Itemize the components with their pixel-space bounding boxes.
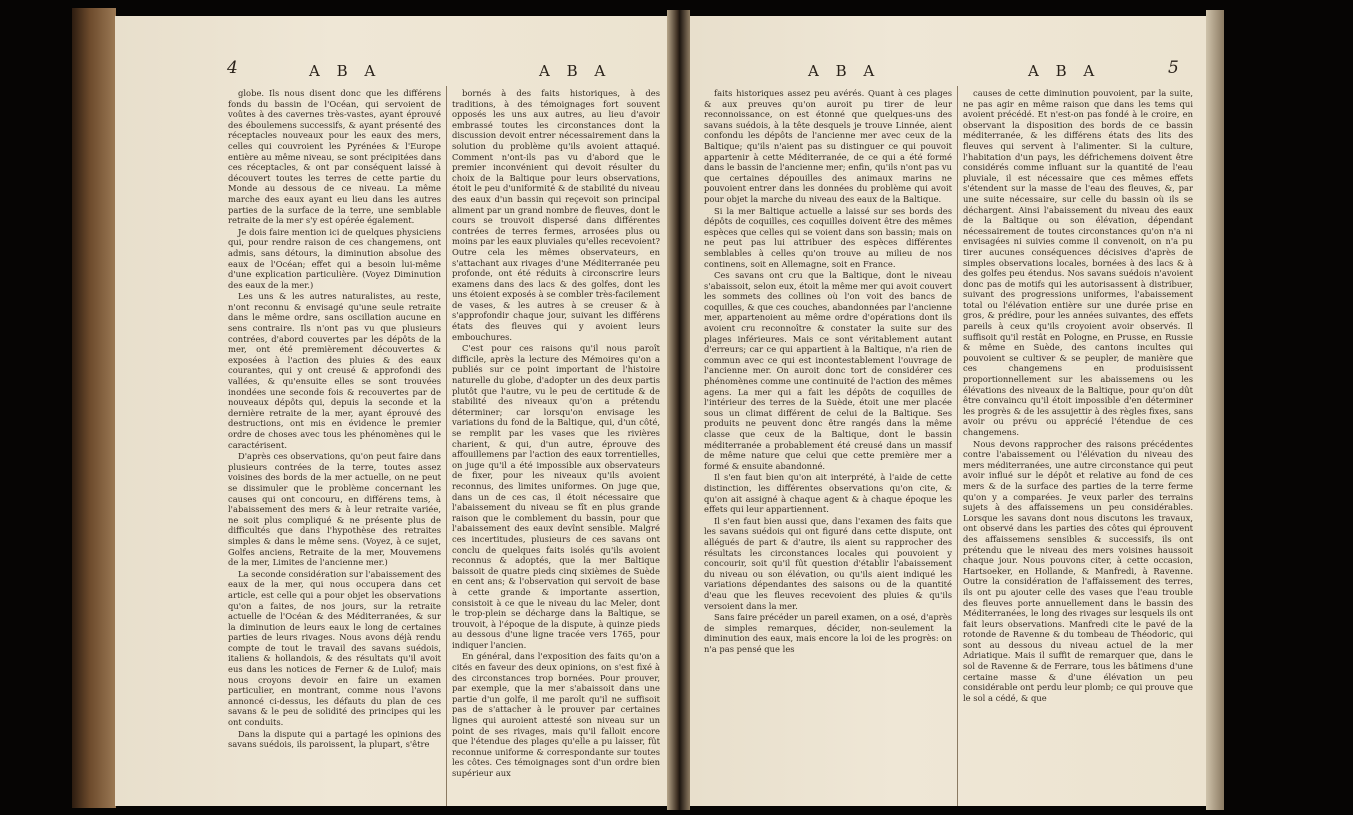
column-rule (957, 86, 958, 806)
book-edge-right (1206, 10, 1224, 810)
paragraph: bornés à des faits historiques, à des traditions, à des témoignages fort souvent opposés les uns aux autres, au lieu d'avoir embrassé toutes les circonstances dont la discussion devoit entrer nécessairement dans la solution du problème qu'ils avoient attaqué. Comment n'ont-ils pas vu d'abord que le premier inconvénient qui devoit résulter du choix de la Baltique pour leurs observations, étoit le peu d'uniformité & de stabilité du niveau des eaux d'un bassin qui reçevoit son principal aliment par un grand nombre de fleuves, dont le cours se trouvoit dispersé dans différentes contrées de terres fermes, arrosées plus ou moins par les eaux pluviales qu'elles recevoient? Outre cela les mêmes observateurs, en s'attachant aux rivages d'une Méditerranée peu profonde, ont été réduits à circonscrire leurs examens dans des lacs & des golfes, dont les uns étoient exposés à se combler très-facilement de vases, & les autres à se creuser & à s'approfondir chaque jour, suivant les différens états des fleuves qui y avoient leurs embouchures. (452, 88, 660, 342)
paragraph: Sans faire précéder un pareil examen, on a osé, d'après de simples remarques, décider, non-seulement la diminution des eaux, mais encore la loi de les progrès: on n'a pas pensé que les (704, 612, 952, 654)
paragraph: Dans la dispute qui a partagé les opinions des savans suédois, ils paroissent, la plupart, s'être (228, 728, 441, 750)
left-page-column-1 (228, 88, 441, 806)
paragraph: C'est pour ces raisons qu'il nous paroît difficile, après la lecture des Mémoires qu'on a publiés sur ce point important de l'histoire naturelle du globe, d'adopter un des deux partis plutôt que l'autre, vu le peu de certitude & de stabilité des niveaux qu'on a prétendu déterminer; car lorsqu'on envisage les variations du fond de la Baltique, qui, d'un côté, se remplit par les vases que les rivières charient, & qui, d'un autre, éprouve des affouillemens par l'action des eaux torrentielles, on juge qu'il a été impossible aux observateurs de fixer, pour les niveaux qu'ils avoient reconnus, des limites uniformes. On juge que, dans un de ces cas, il étoit nécessaire que l'abaissement du niveau se fît en plus grande raison que le comblement du bassin, pour que l'abaissement des eaux devînt sensible. Malgré ces incertitudes, plusieurs de ces savans ont conclu de quelques faits isolés qu'ils avoient reconnus & adoptés, que la mer Baltique baissoit de quatre pieds cinq sixièmes de Suède en cent ans; & l'observation qui servoit de base à cette grande & importante assertion, consistoit à ce que le niveau du lac Meler, dont le trop-plein se décharge dans la Baltique, se trouvoit, à l'époque de la dispute, à quinze pieds au dessous d'une ligne tracée vers 1765, pour indiquer l'ancien. (452, 343, 660, 650)
paragraph: D'après ces observations, qu'on peut faire dans plusieurs contrées de la terre, toutes assez voisines des bords de la mer actuelle, on ne peut se dissimuler que le problème concernant les causes qui ont concouru, en différens tems, à l'abaissement des mers & à leur retraite variée, ne soit plus compliqué & ne présente plus de difficultés que dans l'hypothèse des retraites simples & dans le même sens. (Voyez, à ce sujet, Golfes anciens, Retraite de la mer, Mouvemens de la mer, Limites de l'ancienne mer.) (228, 451, 441, 568)
paragraph: Il s'en faut bien qu'on ait interprété, à l'aide de cette distinction, les différentes observations qu'on cite, & qu'on ait assigné à chaque agent & à chaque époque les effets qui leur appartiennent. (704, 472, 952, 515)
book-edge-left (72, 8, 116, 808)
paragraph: globe. Ils nous disent donc que les différens fonds du bassin de l'Océan, qui servoient de voûtes à des cavernes très-vastes, ayant éprouvé des éboulemens successifs, & ayant présenté des réceptacles nouveaux pour les eaux des mers, celles qui couvroient les Pyrénées & l'Europe entière au même niveau, se sont précipitées dans ces réceptacles, & ont par conséquent laissé à découvert toutes les terres de cette partie du Monde au dessous de ce niveau. La même marche des eaux ayant eu lieu dans les autres parties de la surface de la terre, une semblable retraite de la mer s'y est opérée également. (228, 88, 441, 226)
paragraph: Je dois faire mention ici de quelques physiciens qui, pour rendre raison de ces changemens, ont admis, sans détours, la diminution absolue des eaux de l'Océan; effet qui a besoin lui-même d'une explication particulière. (Voyez Diminution des eaux de la mer.) (228, 226, 441, 290)
paragraph: faits historiques assez peu avérés. Quant à ces plages & aux preuves qu'on auroit pu tirer de leur reconnoissance, on est étonné que quelques-uns des savans suédois, à la tête desquels je trouve Linnée, aient confondu les dépôts de l'ancienne mer avec ceux de la Baltique; qu'ils n'aient pas su distinguer ce qui pouvoit appartenir à cette Méditerranée, de ce qui a été formé dans le bassin de l'ancienne mer; enfin, qu'ils n'ont pas vu que certaines dépouilles des animaux marins ne pouvoient entrer dans les données du problème qui avoit pour objet la marche du niveau des eaux de la Baltique. (704, 88, 952, 204)
paragraph: Nous devons rapprocher des raisons précédentes contre l'abaissement ou l'élévation du niveau des mers méditerranées, une autre circonstance qui peut avoir influé sur le dépôt et relative au fond de ces mers & de la surface des parties de la terre ferme qu'on y a comparées. Je veux parler des terrains sujets à des affaissemens un peu considérables. Lorsque les savans dont nous discutons les travaux, ont observé dans les parties des côtes qui éprouvent des affaissemens sensibles & successifs, ils ont prétendu que le niveau des mers voisines haussoit chaque jour. Nous pouvons citer, à cette occasion, Hartsoeker, en Hollande, & Manfredi, à Ravenne. Outre la considération de l'affaissement des terres, ils ont pu ajouter celle des vases que l'eau trouble des fleuves porte annuellement dans le bassin des Méditerranées, le long des rivages sur lesquels ils ont fait leurs observations. Manfredi cite le pavé de la rotonde de Ravenne & du tombeau de Théodoric, qui sont au dessous du niveau actuel de la mer Adriatique. Mais il suffit de remarquer que, dans le sol de Ravenne & de Ferrare, tous les bâtimens d'une certaine masse & d'une élévation un peu considérable ont perdu leur plomb; ce qui prouve que le sol a cédé, & que (963, 438, 1193, 703)
book-gutter (667, 10, 690, 810)
paragraph: Il s'en faut bien aussi que, dans l'examen des faits que les savans suédois qui ont figuré dans cette dispute, ont allégués de part & d'autre, ils aient su rapprocher des résultats les circonstances locales qui pouvoient y concourir, soit qu'il fût question d'établir l'abaissement du niveau ou son élévation, ou qu'ils aient indiqué les variations dépendantes des saisons ou de la quantité d'eau que les fleuves recevoient des pluies & qu'ils versoient dans la mer. (704, 515, 952, 611)
right-page-column-1 (704, 88, 952, 806)
running-header-right-2: A B A (1028, 62, 1101, 80)
left-page-column-2 (452, 88, 660, 806)
running-header-left-2: A B A (539, 62, 612, 80)
paragraph: La seconde considération sur l'abaissement des eaux de la mer, qui nous occupera dans cet article, est celle qui a pour objet les observations qu'on a faites, de nos jours, sur la retraite actuelle de l'Océan & des Méditerranées, & sur la diminution de leurs eaux le long de certaines parties de leurs rivages. Nous avons déjà rendu compte de tout le travail des savans suédois, italiens & hollandois, & des résultats qu'il avoit eus dans les notices de Ferner & de Lulof; mais nous croyons devoir en faire un examen particulier, en montrant, comme nous l'avons annoncé ci-dessus, les défauts du plan de ces savans & le peu de solidité des principes qui les ont conduits. (228, 568, 441, 728)
page-number-left: 4 (227, 58, 238, 78)
column-rule (446, 86, 447, 806)
left-page (115, 16, 667, 806)
paragraph: Si la mer Baltique actuelle a laissé sur ses bords des dépôts de coquilles, ces coquilles doivent être des mêmes espèces que celles qui se voient dans son bassin; mais on ne peut pas lui attribuer des espèces différentes semblables à celles qu'on trouve au milieu de nos continens, soit en Allemagne, soit en France. (704, 205, 952, 269)
running-header-left: A B A (309, 62, 382, 80)
right-page-column-2 (963, 88, 1193, 806)
paragraph: Les uns & les autres naturalistes, au reste, n'ont reconnu & envisagé qu'une seule retraite dans le même ordre, sans oscillation aucune en sens contraire. Ils n'ont pas vu que plusieurs contrées, d'abord couvertes par les dépôts de la mer, ont été premièrement découvertes & exposées à l'action des pluies & des eaux courantes, qui y ont creusé & approfondi des vallées, & qu'ensuite elles se sont trouvées inondées une seconde fois & recouvertes par de nouveaux dépôts qui, depuis la seconde et la dernière retraite de la mer, ayant éprouvé des destructions, ont mis en évidence le premier ordre de choses avec tous les phénomènes qui le caractérisent. (228, 291, 441, 450)
paragraph: Ces savans ont cru que la Baltique, dont le niveau s'abaissoit, selon eux, étoit la même mer qui avoit couvert les sommets des collines où l'on voit des bancs de coquilles, & que ces couches, abandonnées par l'ancienne mer, appartenoient au même ordre d'opérations dont ils avoient cru reconnoître & constater la suite sur des plages inférieures. Mais ce sont véritablement autant d'erreurs; car ce qui appartient à la Baltique, n'a rien de commun avec ce qui est incontestablement l'ouvrage de l'ancienne mer. On auroit donc tort de considérer ces phénomènes comme une continuité de l'action des mêmes agens. La mer qui a fait les dépôts de coquilles de l'intérieur des terres de la Suède, étoit une mer placée sous un climat différent de celui de la Baltique. Ses produits ne peuvent donc être rangés dans la même classe que ceux de la Baltique, dont le bassin méditerranée a probablement été creusé dans un massif de même nature que celui que cette première mer a formé & ensuite abandonné. (704, 270, 952, 471)
running-header-right: A B A (808, 62, 881, 80)
paragraph: causes de cette diminution pouvoient, par la suite, ne pas agir en même raison que dans les tems qui avoient précédé. Et n'est-on pas fondé à le croire, en observant la disposition des bords de ce bassin méditerranée, & les différens états des lits des fleuves qui servent à l'alimenter. Si la culture, l'habitation d'un pays, les défrichemens doivent être considérés comme influant sur la quantité de l'eau pluviale, il est nécessaire que ces mêmes effets s'étendent sur la masse de l'eau des fleuves, &, par une suite nécessaire, sur celle du bassin où ils se déchargent. Ainsi l'abaissement du niveau des eaux de la Baltique ou son élévation, dépendant nécessairement de toutes circonstances qu'on n'a ni envisagées ni suivies comme il convenoit, on n'a pu tirer aucunes conséquences décisives d'après de simples observations locales, bornées à des lacs & à des golfes peu étendus. Nos savans suédois n'avoient donc pas de motifs qui les autorisassent à distribuer, suivant des progressions uniformes, l'abaissement total ou l'élévation entière sur une durée prise en gros, & prédire, pour les années suivantes, des effets pareils à ceux qu'ils croyoient avoir observés. Il suffisoit qu'il restât en Pologne, en Prusse, en Russie & même en Suède, des cantons incultes qui pouvoient se cultiver & se peupler, de manière que ces changemens en produisissent proportionnellement sur les abaissemens ou les élévations des niveaux de la Baltique, pour qu'on dût être convaincu qu'il étoit impossible d'en déterminer les progrès & de les assujettir à des règles fixes, sans avoir ou prévu ou apprécié l'étendue de ces changemens. (963, 88, 1193, 437)
right-page (690, 16, 1206, 806)
paragraph: En général, dans l'exposition des faits qu'on a cités en faveur des deux opinions, on s'est fixé à des circonstances trop bornées. Pour prouver, par exemple, que la mer s'abaissoit dans une partie d'un golfe, il me paroît qu'il ne suffisoit pas de s'attacher à le prouver par certaines lignes qui auroient attesté son niveau sur un point de ses rivages, mais qu'il falloit encore que l'étendue des plages qu'elle a pu laisser, fût reconnue uniforme & correspondante sur toutes les côtes. Ces témoignages sont d'un ordre bien supérieur aux (452, 651, 660, 778)
page-number-right: 5 (1168, 58, 1179, 78)
